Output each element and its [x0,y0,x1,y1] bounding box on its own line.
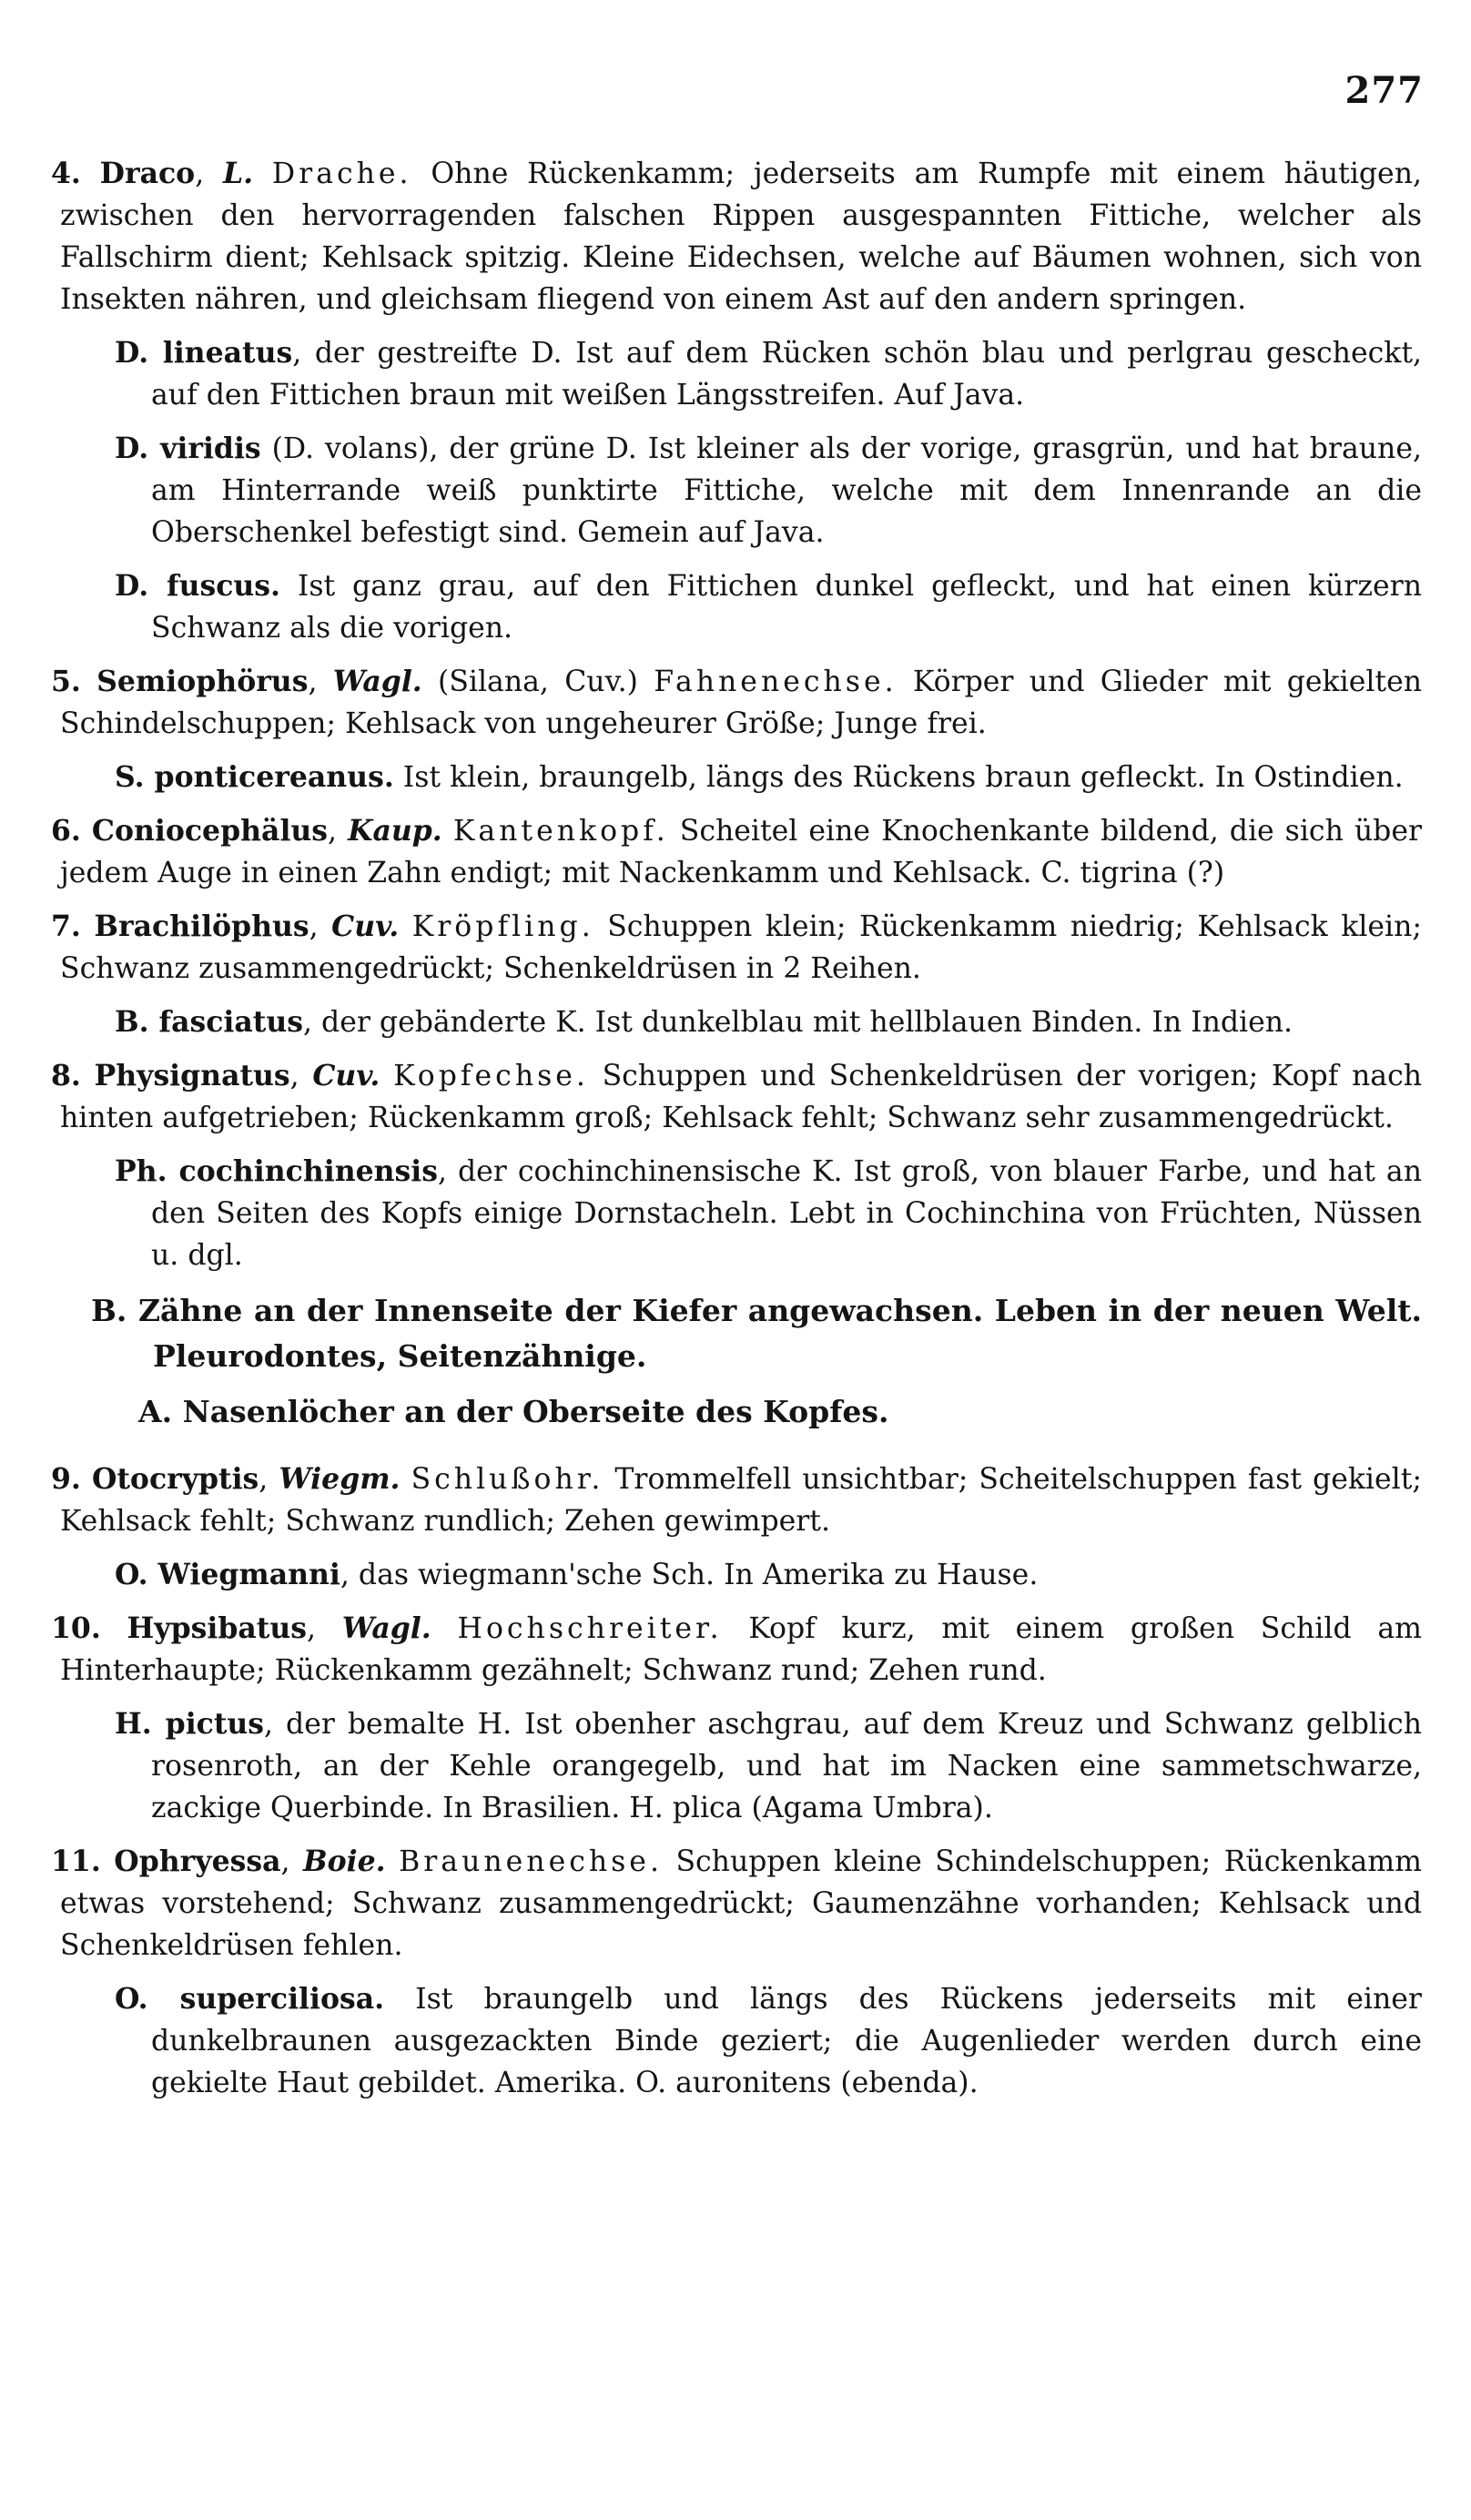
entry-number: 7. [51,909,81,943]
species-entry-d-fuscus [115,565,1422,649]
genus-author: Cuv. [331,909,400,943]
section-heading-a: A. Nasenlöcher an der Oberseite des Kopfes. [138,1394,889,1429]
entry-number: 10. [51,1611,101,1645]
genus-description: Schuppen kleine Schindelschuppen; Rückenkamm etwas vorstehend; Schwanz zusammengedrückt; Gaumenzähne vorhanden; Kehlsack und Schenkeldrüsen fehlen. [60,1845,1423,1962]
species-entry-d-viridis [115,428,1422,554]
german-name: Schlußohr. [411,1463,604,1496]
species-description: Ist klein, braungelb, längs des Rückens braun gefleckt. In Ostindien. [393,761,1404,794]
species-entry-h-pictus [115,1703,1422,1829]
genus-author: Boie. [302,1844,386,1878]
german-name: Drache. [271,158,412,190]
species-entry-b-fasciatus [115,1001,1422,1043]
german-name: Kopfechse. [393,1060,589,1092]
species-description: , der cochinchinensische K. Ist groß, von blauer Farbe, und hat an den Seiten des Kopfs einige Dornstacheln. Lebt in Cochinchina von Früchten, Nüssen u. dgl. [151,1155,1422,1272]
genus-author: Wiegm. [279,1462,401,1496]
entry-number: 9. [51,1462,81,1496]
german-name: Braunenechse. [399,1845,663,1878]
genus-entry-semiophorus: 5. Semiophörus, Wagl. (Silana, Cuv.) Fahnenechse. Körper und Glieder mit gekielten Schindelschuppen; Kehlsack von ungeheurer Größe; Junge frei. [51,665,1423,740]
german-name: Kröpfling. [411,910,594,943]
genus-name: Coniocephälus [91,814,329,848]
species-description: (D. volans), der grüne D. Ist kleiner als der vorige, grasgrün, und hat braune, am Hinterrande weiß punktirte Fittiche, welche mit dem Innenrande an die Oberschenkel befestigt sind. Gemein auf Java. [151,432,1422,549]
genus-entry-brachilophus: 7. Brachilöphus, Cuv. Kröpfling. Schuppen klein; Rückenkamm niedrig; Kehlsack klein; Schwanz zusammengedrückt; Schenkeldrüsen in 2 Reihen. [51,909,1423,985]
genus-entry-otocryptis: 9. Otocryptis, Wiegm. Schlußohr. Trommelfell unsichtbar; Scheitelschuppen fast gekielt; Kehlsack fehlt; Schwanz rundlich; Zehen gewimpert. [51,1462,1422,1538]
genus-name: Semiophörus [96,665,309,698]
text-body [51,153,1422,2116]
genus-name: Otocryptis [91,1462,259,1496]
species-name: O. superciliosa. [115,1982,385,2016]
genus-name: Ophryessa [114,1844,281,1878]
genus-author: Kaup. [348,814,442,848]
species-description: Ist braungelb und längs des Rückens jederseits mit einer dunkelbraunen ausgezackten Binde geziert; die Augenlieder werden durch eine gekielte Haut gebildet. Amerika. O. auronitens (ebenda). [151,1983,1422,2099]
genus-name: Brachilöphus [94,909,309,943]
genus-description: Körper und Glieder mit gekielten Schindelschuppen; Kehlsack von ungeheurer Größe; Junge frei. [60,666,1423,740]
species-description: , der gebänderte K. Ist dunkelblau mit hellblauen Binden. In Indien. [303,1006,1293,1039]
genus-name: Physignatus [94,1059,290,1092]
entry-number: 5. [51,665,81,698]
species-name: D. fuscus. [115,569,280,603]
species-entry-o-wiegmanni [115,1554,1422,1596]
genus-description: Schuppen und Schenkeldrüsen der vorigen; Kopf nach hinten aufgetrieben; Rückenkamm groß; Kehlsack fehlt; Schwanz sehr zusammengedrückt. [60,1060,1423,1134]
genus-entry-coniocephalus: 6. Coniocephälus, Kaup. Kantenkopf. Scheitel eine Knochenkante bildend, die sich über jedem Auge in einen Zahn endigt; mit Nackenkamm und Kehlsack. C. tigrina (?) [51,814,1423,889]
genus-description: Ohne Rückenkamm; jederseits am Rumpfe mit einem häutigen, zwischen den hervorragenden falschen Rippen ausgespannten Fittiche, welcher als Fallschirm dient; Kehlsack spitzig. Kleine Eidechsen, welche auf Bäumen wohnen, sich von Insekten nähren, und gleichsam fliegend von einem Ast auf den andern springen. [60,158,1422,316]
genus-name: Hypsibatus [127,1611,307,1645]
species-name: H. pictus [115,1707,265,1741]
genus-author: Wagl. [341,1611,431,1645]
species-description: , das wiegmann'sche Sch. In Amerika zu Hause. [340,1559,1039,1591]
entry-number: 8. [51,1059,81,1092]
genus-author: Wagl. [332,665,422,698]
genus-author: Cuv. [312,1059,380,1092]
species-name: S. ponticereanus. [115,760,394,794]
genus-description: Scheitel eine Knochenkante bildend, die sich über jedem Auge in einen Zahn endigt; mit Nackenkamm und Kehlsack. C. tigrina (?) [60,815,1423,889]
genus-description: Schuppen klein; Rückenkamm niedrig; Kehlsack klein; Schwanz zusammengedrückt; Schenkeldrüsen in 2 Reihen. [60,910,1423,985]
species-name: D. lineatus [115,336,293,370]
german-name: Fahnenechse. [654,666,898,698]
section-heading-b: B. Zähne an der Innenseite der Kiefer angewachsen. Leben in der neuen Welt. Pleurodontes, Seitenzähnige. [91,1293,1422,1374]
page-number: 277 [1344,69,1424,112]
genus-name: Draco [99,157,196,190]
species-entry-d-lineatus [115,332,1422,416]
german-name: Hochschreiter. [457,1612,723,1645]
german-name: Kantenkopf. [452,815,669,848]
species-entry-s-ponticereanus [115,757,1422,798]
genus-entry-physignatus: 8. Physignatus, Cuv. Kopfechse. Schuppen und Schenkeldrüsen der vorigen; Kopf nach hinten aufgetrieben; Rückenkamm groß; Kehlsack fehlt; Schwanz sehr zusammengedrückt. [51,1059,1423,1134]
genus-author: L. [222,157,254,190]
species-description: , der gestreifte D. Ist auf dem Rücken schön blau und perlgrau gescheckt, auf den Fittichen braun mit weißen Längsstreifen. Auf Java. [151,337,1422,412]
species-entry-ph-cochinchinensis [115,1151,1422,1276]
entry-number: 6. [51,814,81,848]
species-name: B. fasciatus [115,1005,303,1039]
genus-entry-ophryessa: 11. Ophryessa, Boie. Braunenechse. Schuppen kleine Schindelschuppen; Rückenkamm etwas vorstehend; Schwanz zusammengedrückt; Gaumenzähne vorhanden; Kehlsack und Schenkeldrüsen fehlen. [51,1844,1423,1962]
species-name: Ph. cochinchinensis [115,1154,438,1188]
entry-number: 11. [51,1844,101,1878]
species-description: , der bemalte H. Ist obenher aschgrau, auf dem Kreuz und Schwanz gelblich rosenroth, an der Kehle orangegelb, und hat im Nacken eine sammetschwarze, zackige Querbinde. In Brasilien. H. plica (Agama Umbra). [151,1708,1422,1824]
genus-description: Trommelfell unsichtbar; Scheitelschuppen fast gekielt; Kehlsack fehlt; Schwanz rundlich; Zehen gewimpert. [60,1463,1422,1538]
species-name: D. viridis [115,432,261,465]
genus-entry-hypsibatus: 10. Hypsibatus, Wagl. Hochschreiter. Kopf kurz, mit einem großen Schild am Hinterhaupte; Rückenkamm gezähnelt; Schwanz rund; Zehen rund. [51,1611,1422,1687]
genus-synonym: (Silana, Cuv.) [421,666,638,698]
species-entry-o-superciliosa [115,1978,1422,2104]
species-name: O. Wiegmanni [115,1558,340,1591]
genus-description: Kopf kurz, mit einem großen Schild am Hinterhaupte; Rückenkamm gezähnelt; Schwanz rund; Zehen rund. [60,1612,1422,1687]
entry-number: 4. [51,157,81,190]
genus-entry-draco: 4. Draco, L. Drache. Ohne Rückenkamm; jederseits am Rumpfe mit einem häutigen, zwischen den hervorragenden falschen Rippen ausgespannten Fittiche, welcher als Fallschirm dient; Kehlsack spitzig. Kleine Eidechsen, welche auf Bäumen wohnen, sich von Insekten nähren, und gleichsam fliegend von einem Ast auf den andern springen. [51,157,1422,316]
species-description: Ist ganz grau, auf den Fittichen dunkel gefleckt, und hat einen kürzern Schwanz als die vorigen. [151,570,1422,645]
